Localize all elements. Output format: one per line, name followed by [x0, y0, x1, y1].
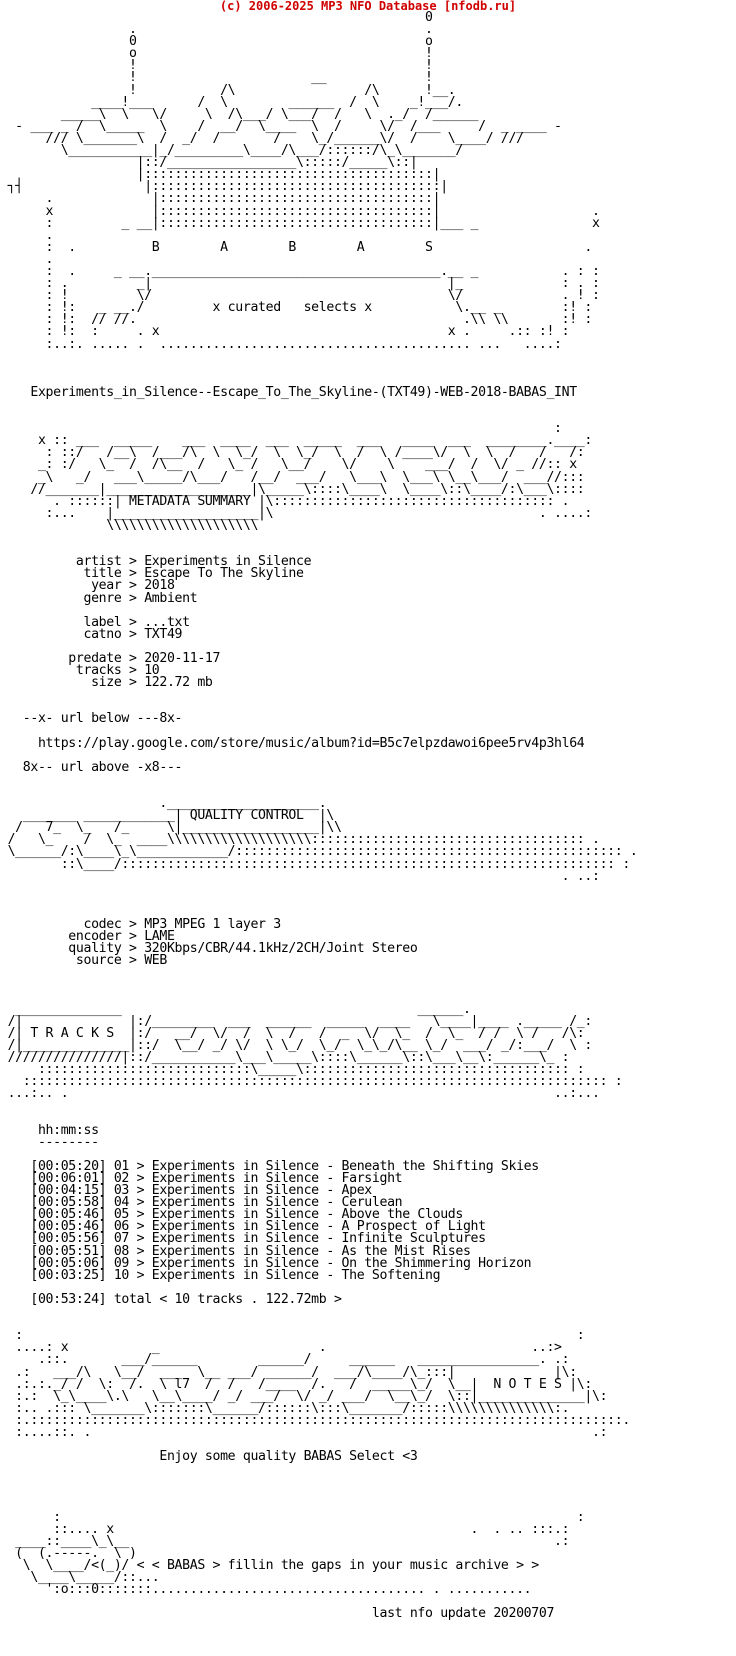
nfo-line: quality > 320Kbps/CBR/44.1kHz/2CH/Joint Stereo [0, 941, 418, 957]
nfo-line: . [0, 227, 54, 243]
nfo-line: :.. .::: \_______\:::::::\______/::::::\:::\_______/:::::\\\\\\\\\\\\\\:. [0, 1400, 570, 1416]
nfo-line: 8x-- url above -x8--- [0, 759, 183, 775]
nfo-line: source > WEB [0, 953, 167, 969]
nfo-text-block [0, 12, 736, 1620]
nfo-line: _____\ \ \/ \ /\___/ \___/ / \ ._/ /______ [0, 106, 479, 122]
nfo-line: x :: ___ _____ ___ ____ ___ _____ ___ ____ ___ ________.____: [0, 433, 592, 449]
nfo-line: predate > 2020-11-17 [0, 650, 221, 666]
nfo-line: ...:.. . ..:... [0, 1086, 600, 1102]
nfo-line: [00:05:46] 06 > Experiments in Silence - A Prospect of Light [0, 1219, 486, 1235]
nfo-line [0, 1306, 736, 1318]
nfo-line: 0 [0, 10, 433, 25]
nfodb-header: (c) 2006-2025 MP3 NFO Database [nfodb.ru] [219, 0, 517, 13]
nfo-line: _\ _/ ___\_____/\___/ /__/ ___/ \___\ \___\ \__\___/ ___//::: [0, 469, 585, 485]
nfo-line: last nfo update 20200707 [0, 1606, 555, 1622]
nfo-line: [00:04:15] 03 > Experiments in Silence - Apex [0, 1183, 372, 1199]
nfo-line: - ___ _ / \_____ \ / __/ \____ \ / \/ /___ / _ ____ - [0, 118, 562, 134]
nfo-line: [00:05:46] 05 > Experiments in Silence - Above the Clouds [0, 1207, 463, 1223]
nfo-line: \ \____/<(_)/ < < BABAS > fillin the gaps in your music archive > > [0, 1558, 539, 1573]
nfo-line [0, 351, 736, 363]
nfo-line: tracks > 10 [0, 663, 160, 679]
nfo-line: : !: // //. .\\ \\ :! : [0, 312, 592, 328]
nfo-line: _: :/ \_ / /\__ / \_ / \__/ \/ \ ___/ / \/ _ //:: x [0, 457, 577, 473]
nfo-line: codec > MP3 MPEG 1 layer 3 [0, 917, 281, 933]
nfo-line: .::. ___/______ ______/ ______ ________________. .: [0, 1352, 570, 1368]
nfo-line: ____!___ / \ ______ / \ _!___/. [0, 94, 463, 110]
nfo-line: label > ...txt [0, 614, 190, 630]
nfo-line [0, 689, 736, 701]
nfo-line: //_______|___________________|\_____\::::\____\ \____\::\____/:\___\:::: [0, 481, 585, 497]
nfo-line: encoder > LAME [0, 929, 175, 945]
nfo-line: catno > TXT49 [0, 626, 183, 642]
nfo-line: : !: : . x x . .:: :! : [0, 324, 570, 340]
nfo-line: [00:05:51] 08 > Experiments in Silence - As the Mist Rises [0, 1243, 471, 1259]
nfo-line: . ..: [0, 868, 600, 884]
nfo-line: : !: _ __./ x curated selects x \.__ _ :! : [0, 300, 592, 316]
nfo-line [0, 532, 736, 544]
nfo-line: _______ ____________| QUALITY CONTROL |\ [0, 808, 334, 824]
nfo-line: ::\____/::::::::::::::::::::::::::::::::::::::::::::::::::::::::::::::::: : [0, 856, 630, 872]
nfo-line: -------- [0, 1134, 99, 1150]
nfo-line: ::.... x . . .. :::.: [0, 1521, 570, 1537]
nfo-line: : _ __|::::::::::::::::::::::::::::::::::::|___ _ x [0, 215, 600, 231]
nfo-line: ///////////////|::/___________\___\_____\::::\______\::\___\__\:______\_ : [0, 1050, 570, 1066]
nfo-line [0, 967, 736, 979]
nfo-line: --x- url below ---8x- [0, 711, 183, 727]
nfo-line: Enjoy some quality BABAS Select <3 [0, 1449, 418, 1465]
nfo-line [0, 399, 736, 411]
nfo-line [0, 1475, 736, 1487]
nfo-line: \______/:\____\_\____________/::::::::::::::::::::::::::::::::::::::::::::::::::: . [0, 844, 638, 860]
nfo-line [0, 774, 736, 786]
nfo-line [0, 1113, 736, 1125]
nfo-line: / \_ / \_ ____\\\\\\\\\\\\\\\\\\\:::::::::::::::::::::::::::::::::::: . [0, 832, 600, 848]
nfo-line: . |::::::::::::::::::::::::::::::::::::| [0, 191, 441, 207]
nfo-line: . . [0, 22, 433, 38]
nfo-line: . [0, 251, 54, 267]
nfo-line: ::::::::::::::::::::::::::::\_____\::::::::::::::::::::::::::::::::::: : [0, 1062, 585, 1078]
nfo-line: : . _| |_ : . : [0, 276, 600, 292]
nfo-line: size > 122.72 mb [0, 675, 213, 691]
nfo-line: : ! \/ \/ . ! : [0, 288, 600, 304]
nfo-line: hh:mm:ss [0, 1122, 99, 1138]
nfo-line: https://play.google.com/store/music/album?id=B5c7elpzdawoi6pee5rv4p3hl64 [0, 735, 585, 751]
nfo-line: ....: x _ . ..:> [0, 1340, 562, 1356]
nfo-line: /|______________|::/ \__/ _/ \/ \ \_/ \_/ \_\_/\__ \_/ ___/ _/:___/ \ : [0, 1037, 592, 1053]
nfo-line: : . B A B A S . [0, 239, 592, 255]
nfo-line: year > 2018 [0, 578, 175, 594]
nfo-line: ! /\ /\ !__. [0, 82, 456, 98]
nfo-line: [00:05:20] 01 > Experiments in Silence - Beneath the Shifting Skies [0, 1158, 539, 1174]
nfo-line: artist > Experiments in Silence [0, 554, 312, 570]
nfo-line: :..:. ..... . ......................................... ... ....: [0, 336, 562, 352]
nfo-line: 0 o [0, 34, 433, 50]
nfo-line: ! __ ! [0, 70, 433, 86]
nfo-line: : : [0, 1509, 585, 1525]
nfo-line: :.: \_\____\.\ \__\____/ _/ ___/ \/ _/ ___/ \__\_/ \::|______________|\: [0, 1388, 608, 1404]
nfo-line: title > Escape To The Skyline [0, 566, 304, 582]
nfo-line [0, 1463, 736, 1475]
nfo-line: |::/_________________\:::::/_____\::| [0, 155, 418, 171]
nfo-line: : . _ __.______________________________________.__ _ . : : [0, 263, 600, 279]
nfo-line: \____\_____/::... [0, 1570, 160, 1586]
nfo-line: \\\\\\\\\\\\\\\\\\\\ [0, 517, 259, 533]
nfo-line [0, 883, 736, 895]
nfo-line: .____________________. [0, 796, 327, 812]
nfo-line: . ::::::| METADATA SUMMARY |\::::::::::::::::::::::::::::::::::::: . [0, 493, 570, 509]
nfo-line: |::::::::::::::::::::::::::::::::::::::| [0, 167, 441, 183]
nfo-line: / 7_ \_ /_ \|__________________|\\ [0, 820, 342, 836]
nfo-line: ::::::::::::::::::::::::::::::::::::::::::::::::::::::::::::::::::::::::::::: : [0, 1074, 623, 1090]
nfo-line: o ! [0, 46, 433, 62]
nfo-line: x |::::::::::::::::::::::::::::::::::::| . [0, 203, 600, 219]
nfo-line: /// \_______\ / _/ / / \_/______\/ / \____/ /// [0, 130, 524, 146]
nfo-line: \___________|_/_________\____/\___/::::::/\_\_______/ [0, 143, 463, 159]
nfo-line: ┐┤ |::::::::::::::::::::::::::::::::::::::| [0, 179, 448, 195]
nfo-line: /| |:/________ ___ ______ _____ ____ \____|____ ._____ /_: [0, 1013, 592, 1029]
nfo-line: :....::. . .: [0, 1424, 608, 1440]
nfo-line [0, 363, 736, 375]
nfo-line: : [0, 421, 562, 437]
nfo-line: [00:05:58] 04 > Experiments in Silence - Cerulean [0, 1195, 403, 1211]
nfo-line [0, 1487, 736, 1499]
nfo-line: ! ! [0, 58, 433, 74]
nfo-line: :... |___________________|\ . ....: [0, 505, 592, 521]
nfo-line: [00:05:06] 09 > Experiments in Silence - On the Shimmering Horizon [0, 1255, 532, 1271]
nfo-line: :.::::::::::::::::::::::::::::::::::::::::::::::::::::::::::::::::::::::::::::::. [0, 1412, 630, 1428]
nfo-line: : ::/ /__\ /___/\ \ \_/ \ \_/ \ / \ /____\/ \ \ / / /: [0, 445, 585, 461]
nfo-line: ______________ ______. [0, 1001, 471, 1017]
nfo-line [0, 980, 736, 992]
nfo-line [0, 895, 736, 907]
nfo-line: .:.:._/ / \: /. \ l7 / / /____ /. / _____\_/ \__| N O T E S |\: [0, 1376, 592, 1392]
nfo-line: [00:05:56] 07 > Experiments in Silence - Infinite Sculptures [0, 1231, 486, 1247]
nfo-line: /| T R A C K S |:/ __/ \/ / \ / / _ \/ \_ / \_ / / \ / /\: [0, 1025, 585, 1041]
nfo-line: [00:53:24] total < 10 tracks . 122.72mb > [0, 1291, 342, 1307]
nfo-line: : : [0, 1328, 585, 1344]
nfo-line: [00:03:25] 10 > Experiments in Silence - The Softening [0, 1267, 441, 1283]
nfo-line: ':o:::0:::::::.................................... . ........... [0, 1582, 532, 1598]
nfo-line: Experiments_in_Silence--Escape_To_The_Skyline-(TXT49)-WEB-2018-BABAS_INT [0, 384, 577, 400]
nfo-line: ____::____\_\__ .: [0, 1533, 570, 1549]
nfo-line: ( (.-----. \ ) [0, 1545, 137, 1561]
nfo-line: .: ___/\ \__/ ___ \__ ___/ ______/ ___/\____/\_:::| |\: [0, 1364, 577, 1380]
nfo-line: genre > Ambient [0, 590, 198, 606]
nfo-line [0, 1100, 736, 1112]
nfo-line: [00:06:01] 02 > Experiments in Silence - Farsight [0, 1171, 403, 1186]
